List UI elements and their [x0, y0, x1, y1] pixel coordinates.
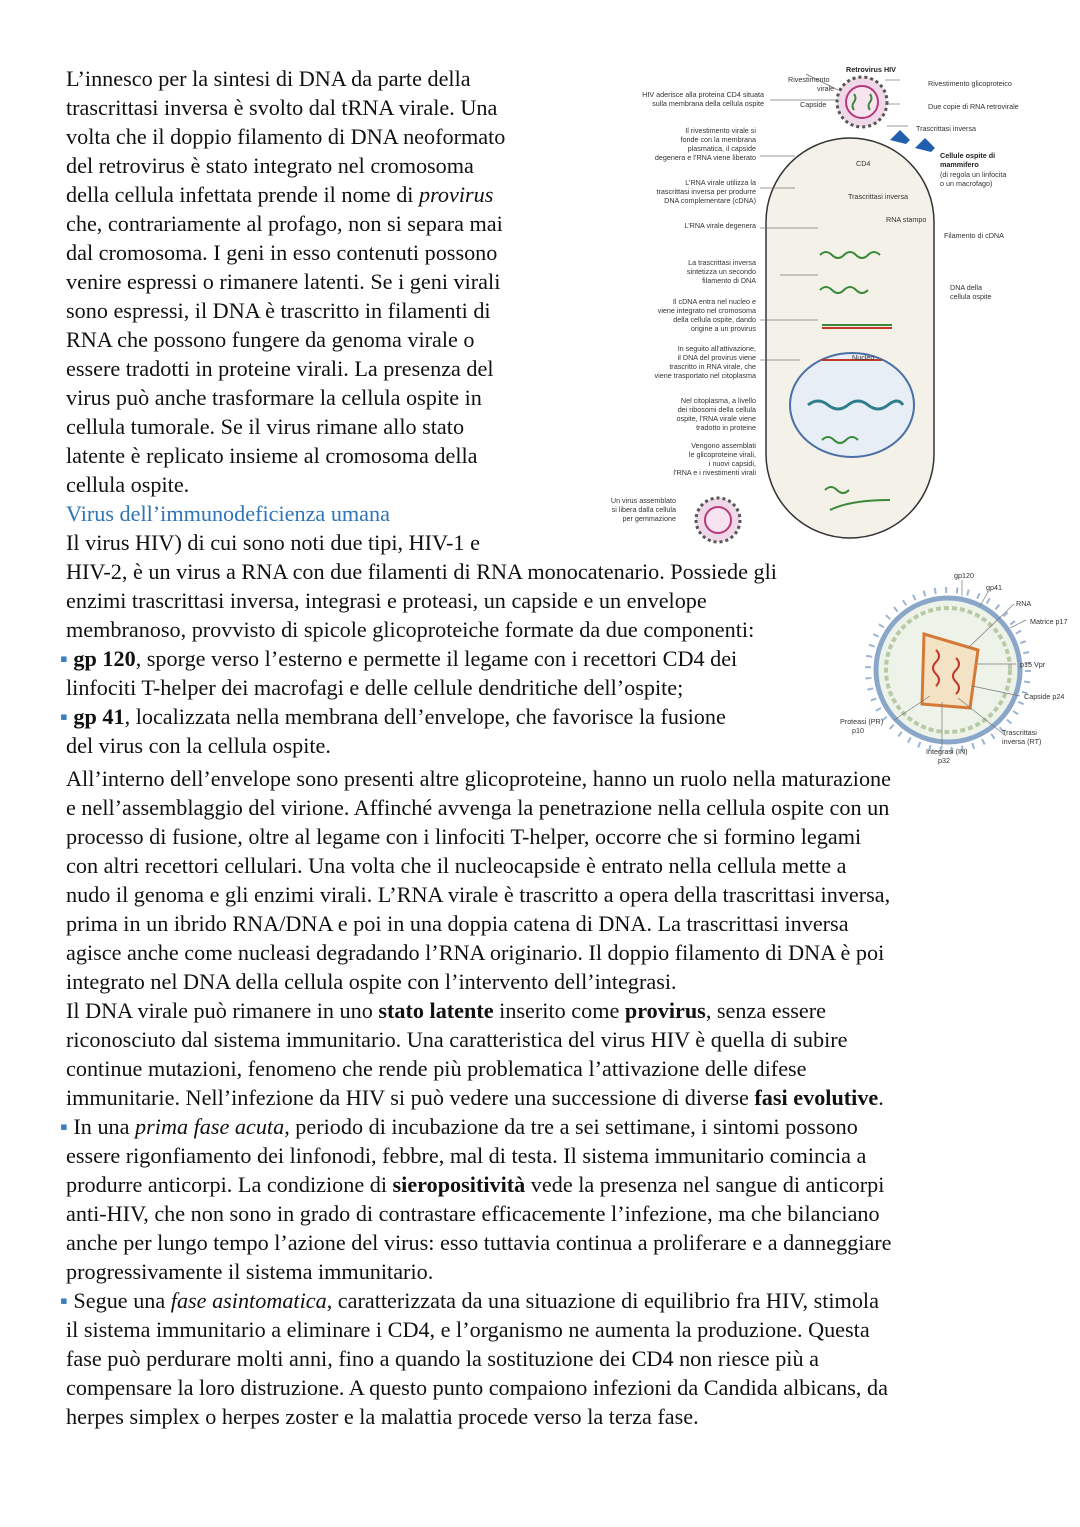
diagram-label: Matrice p17 [1030, 617, 1068, 626]
text-line: il sistema immunitario a eliminare i CD4, e l’organismo ne aumenta la produzione. Questa [66, 1317, 870, 1342]
text-line [60, 1112, 858, 1141]
gp120-term: gp 120 [73, 646, 136, 671]
text-line: latente è replicato insieme al cromosoma della [66, 443, 478, 468]
text-line: del retrovirus è stato integrato nel cromosoma [66, 153, 474, 178]
diagram-label: DNA della [950, 283, 982, 292]
bullet-icon: ▪ [60, 1114, 68, 1139]
diagram-label: Trascrittasi [1002, 728, 1037, 737]
text-run: inserito come [493, 998, 625, 1023]
text-line: virus può anche trasformare la cellula ospite in [66, 385, 482, 410]
step-label: si libera dalla cellula [611, 505, 676, 514]
text-line: L’innesco per la sintesi di DNA da parte della [66, 66, 471, 91]
step-label: L’RNA virale utilizza la [685, 178, 756, 187]
step-label: trascritto in RNA virale, che [669, 362, 756, 371]
step-label: plasmatica, il capside [687, 144, 756, 153]
provirus-term: provirus [624, 998, 706, 1023]
step-label: In seguito all’attivazione, [677, 344, 756, 353]
text-run: Il DNA virale può rimanere in uno [66, 998, 379, 1023]
text-line: trascrittasi inversa è svolto dal tRNA virale. Una [66, 95, 498, 120]
gp41-line [60, 702, 726, 731]
step-label: le glicoproteine virali, [688, 450, 756, 459]
text-line: continue mutazioni, fenomeno che rende più problematica l’attivazione delle difese [66, 1056, 807, 1081]
capsid [846, 86, 878, 118]
diagram-label: Filamento di cDNA [944, 231, 1004, 240]
step-labels [611, 90, 764, 523]
step-label: ospite, l’RNA virale viene [676, 414, 756, 423]
step-label: Il cDNA entra nel nucleo e [672, 297, 756, 306]
step-label: L’RNA virale degenera [684, 221, 756, 230]
text-line: nudo il genoma e gli enzimi virali. L’RNA virale è trascritto a opera della trascrittasi inversa, [66, 882, 891, 907]
text-line [66, 180, 493, 209]
diagram-label: virale [817, 84, 835, 93]
text-line: Il virus HIV) di cui sono noti due tipi, HIV-1 e [66, 530, 480, 555]
step-label: tradotto in proteine [696, 423, 756, 432]
text-run: produrre anticorpi. La condizione di [66, 1172, 393, 1197]
diagram-label: Trascrittasi inversa [848, 192, 909, 201]
step-label: Vengono assemblati [691, 441, 756, 450]
text-line [60, 1286, 879, 1315]
step-label: Nel citoplasma, a livello [680, 396, 756, 405]
prima-fase-term: prima fase acuta [135, 1114, 285, 1139]
diagram-label: Rivestimento [788, 75, 830, 84]
diagram-label: RNA stampo [886, 215, 927, 224]
text-run: , periodo di incubazione da tre a sei settimane, i sintomi possono [284, 1114, 858, 1139]
text-line: con altri recettori cellulari. Una volta che il nucleocapside è entrato nella cellula mette a [66, 853, 847, 878]
retrovirus-cycle-diagram [590, 60, 1040, 560]
text-line: essere tradotti in proteine virali. La presenza del [66, 356, 494, 381]
text-line: processo di fusione, oltre al legame con i linfociti T-helper, occorre che si formino legami [66, 824, 862, 849]
hiv-structure-diagram [838, 568, 1074, 768]
step-label: il DNA del provirus viene [677, 353, 756, 362]
figure-title: Retrovirus HIV [846, 65, 896, 74]
diagram-label: p32 [938, 756, 950, 765]
diagram-label: p15 Vpr [1020, 660, 1046, 669]
step-label: Il rivestimento virale si [685, 126, 756, 135]
step-label: Un virus assemblato [610, 496, 676, 505]
bullet-icon: ▪ [60, 704, 68, 729]
diagram-label: Trascrittasi inversa [916, 124, 977, 133]
step-label: trascrittasi inversa per produrre [656, 187, 756, 196]
diagram-label: Due copie di RNA retrovirale [928, 102, 1019, 111]
diagram-label: Nucleo [852, 353, 875, 362]
diagram-label: Capside [800, 100, 827, 109]
diagram-label: Integrasi (IN) [926, 747, 968, 756]
diagram-label: Cellule ospite di [940, 151, 996, 160]
step-label: DNA complementare (cDNA) [664, 196, 756, 205]
diagram-label: gp41 [986, 583, 1002, 592]
step-label: La trascrittasi inversa [688, 258, 756, 267]
step-label: viene trasportato nel citoplasma [654, 371, 756, 380]
text-run: , caratterizzata da una situazione di equilibrio fra HIV, stimola [326, 1288, 879, 1313]
text-run: della cellula infettata prende il nome di [66, 182, 420, 207]
diagram-label: o un macrofago) [940, 179, 993, 188]
step-label: dei ribosomi della cellula [677, 405, 756, 414]
step-label: sintetizza un secondo [686, 267, 756, 276]
provirus-term: provirus [419, 182, 494, 207]
text-line: linfociti T-helper dei macrofagi e delle cellule dendritiche dell’ospite; [66, 675, 684, 700]
text-line: membranoso, provvisto di spicole glicoproteiche formate da due componenti: [66, 617, 755, 642]
sieropositivita-term: sieropositività [392, 1172, 526, 1197]
text-line: del virus con la cellula ospite. [66, 733, 331, 758]
text-line: cellula tumorale. Se il virus rimane allo stato [66, 414, 465, 439]
step-label: della cellula ospite, dando [673, 315, 756, 324]
section-heading: Virus dell’immunodeficienza umana [66, 501, 390, 526]
text-line: e nell’assemblaggio del virione. Affinché avvenga la penetrazione nella cellula ospite con un [66, 795, 890, 820]
text-line: HIV-2, è un virus a RNA con due filamenti di RNA monocatenario. Possiede gli [66, 559, 777, 584]
text-line: enzimi trascrittasi inversa, integrasi e proteasi, un capside e un envelope [66, 588, 707, 613]
diagram-label: (di regola un linfocita [940, 170, 1007, 179]
text-run: vede la presenza nel sangue di anticorpi [525, 1172, 885, 1197]
gp41-term: gp 41 [73, 704, 125, 729]
diagram-label: p10 [852, 726, 864, 735]
text-line: fase può perdurare molti anni, fino a quando la sostituzione dei CD4 non riesce più a [66, 1346, 819, 1371]
fase-asintomatica-term: fase asintomatica [170, 1288, 327, 1313]
text-line: anti-HIV, che non sono in grado di contrastare efficacemente l’infezione, ma che bilanciano [66, 1201, 880, 1226]
diagram-label: mammifero [940, 160, 979, 169]
text-line: sono espressi, il DNA è trascritto in filamenti di [66, 298, 491, 323]
text-run: immunitarie. Nell’infezione da HIV si può vedere una successione di diverse [66, 1085, 755, 1110]
step-label: origine a un provirus [690, 324, 756, 333]
text-line: RNA che possono fungere da genoma virale o [66, 327, 475, 352]
step-label: viene integrato nel cromosoma [657, 306, 756, 315]
capsid [705, 507, 731, 533]
stato-latente-term: stato latente [378, 998, 494, 1023]
bullet-icon: ▪ [60, 1288, 68, 1313]
text-run: In una [67, 1114, 136, 1139]
cd4-receptor [890, 130, 935, 152]
step-label: sulla membrana della cellula ospite [652, 99, 764, 108]
gp120-line [60, 644, 737, 673]
text-run: , localizzata nella membrana dell’envelope, che favorisce la fusione [124, 704, 726, 729]
text-line: che, contrariamente al profago, non si separa mai [66, 211, 503, 236]
text-line [66, 996, 826, 1025]
text-line: riconosciuto dal sistema immunitario. Una caratteristica del virus HIV è quella di subire [66, 1027, 848, 1052]
text-run: , senza essere [705, 998, 826, 1023]
text-line: compensare la loro distruzione. A questo punto compaiono infezioni da Candida albicans, da [66, 1375, 888, 1400]
text-run: Segue una [67, 1288, 171, 1313]
step-label: per gemmazione [622, 514, 676, 523]
fasi-evolutive-term: fasi evolutive [754, 1085, 879, 1110]
diagram-label: gp120 [954, 571, 974, 580]
diagram-label: RNA [1016, 599, 1032, 608]
text-line [66, 1083, 884, 1112]
diagram-label: CD4 [856, 159, 871, 168]
text-line: herpes simplex o herpes zoster e la malattia procede verso la terza fase. [66, 1404, 699, 1429]
text-line [66, 1170, 884, 1199]
diagram-label: Capside p24 [1024, 692, 1065, 701]
text-line: All’interno dell’envelope sono presenti altre glicoproteine, hanno un ruolo nella maturazione [66, 766, 891, 791]
text-line: volta che il doppio filamento di DNA neoformato [66, 124, 506, 149]
text-line: anche per lungo tempo l’azione del virus: esso tuttavia continua a proliferare e a danneggiare [66, 1230, 892, 1255]
text-line: essere rigonfiamento dei linfonodi, febbre, mal di testa. Il sistema immunitario comincia a [66, 1143, 867, 1168]
step-label: l’RNA e i rivestimenti virali [673, 468, 756, 477]
step-label: degenera e l’RNA viene liberato [654, 153, 756, 162]
text-run: . [878, 1085, 884, 1110]
diagram-label: cellula ospite [950, 292, 992, 301]
bullet-icon: ▪ [60, 646, 68, 671]
step-label: HIV aderisce alla proteina CD4 situata [642, 90, 764, 99]
diagram-label: Proteasi (PR) [840, 717, 884, 726]
step-label: filamento di DNA [702, 276, 756, 285]
diagram-label: Rivestimento glicoproteico [928, 79, 1012, 88]
step-label: i nuovi capsidi, [708, 459, 756, 468]
text-line: cellula ospite. [66, 472, 190, 497]
text-line: prima in un ibrido RNA/DNA e poi in una doppia catena di DNA. La trascrittasi inversa [66, 911, 849, 936]
text-line: agisce anche come nucleasi degradando l’RNA originario. Il doppio filamento di DNA è poi [66, 940, 885, 965]
step-label: fonde con la membrana [680, 135, 756, 144]
text-line: venire espressi o rimanere latenti. Se i geni virali [66, 269, 501, 294]
text-line: dal cromosoma. I geni in esso contenuti possono [66, 240, 498, 265]
text-run: , sporge verso l’esterno e permette il legame con i recettori CD4 dei [135, 646, 738, 671]
diagram-label: inversa (RT) [1002, 737, 1042, 746]
text-line: progressivamente il sistema immunitario. [66, 1259, 434, 1284]
text-line: integrato nel DNA della cellula ospite con l’intervento dell’integrasi. [66, 969, 677, 994]
